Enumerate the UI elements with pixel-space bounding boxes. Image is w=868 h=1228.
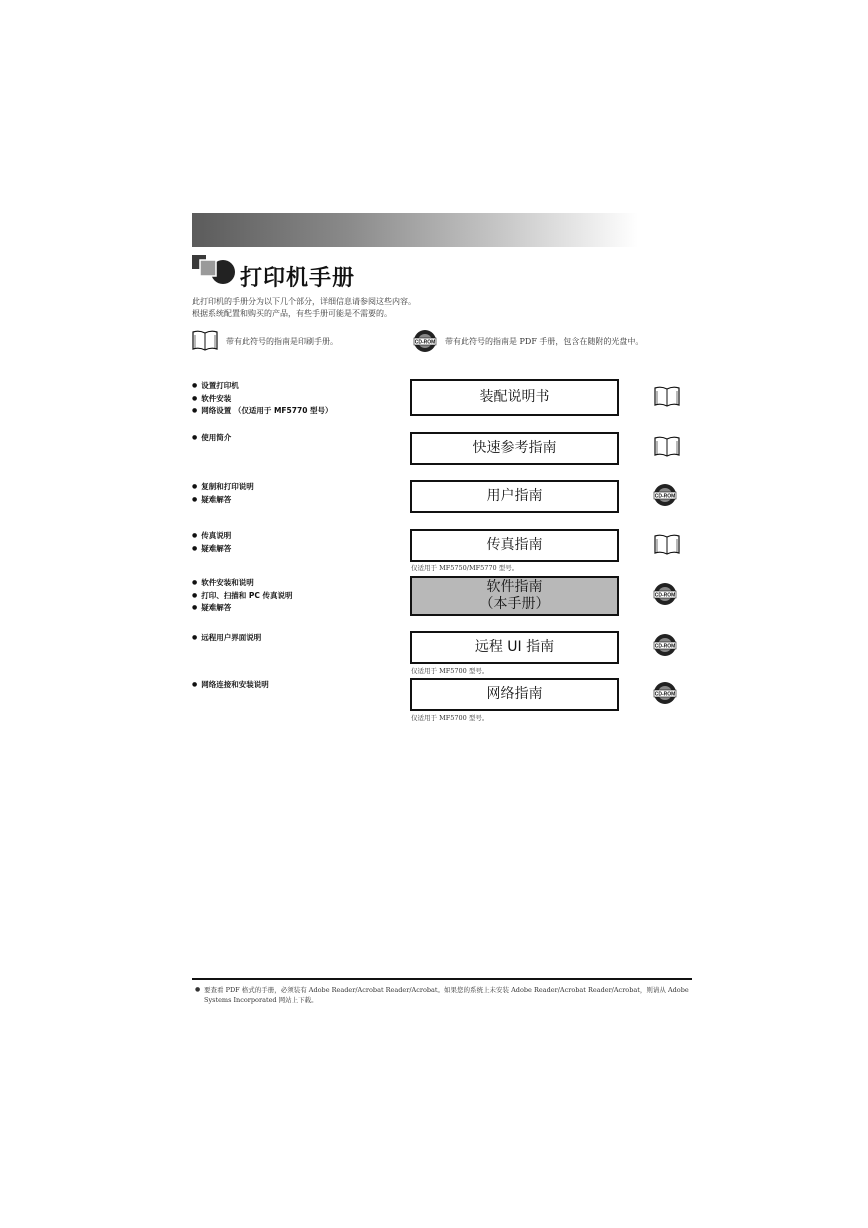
availability-note: 仅适用于 MF5700 型号。: [411, 667, 489, 675]
guide-box-user[interactable]: [410, 480, 619, 513]
guide-box-quick-reference[interactable]: [410, 432, 619, 465]
cd-rom-label: CD-ROM: [654, 691, 676, 698]
cd-rom-label: CD-ROM: [654, 643, 676, 650]
topic-list: [192, 380, 333, 418]
cd-rom-icon: [653, 582, 677, 606]
availability-note: 仅适用于 MF5750/MF5770 型号。: [411, 564, 519, 572]
guide-name: 网络指南: [486, 686, 543, 702]
footer-note: ● 要查看 PDF 格式的手册，必须装有 Adobe Reader/Acrobat Reader/Acrobat。如果您的系统上未安装 Adobe Reader/Acrobat Reader/Acrobat，则请从 Adobe Systems Incorporated 网站上下载。: [195, 985, 699, 1005]
cd-rom-icon: [413, 329, 437, 353]
book-icon: [653, 532, 681, 556]
book-icon: [191, 328, 219, 352]
topic-item: ● 疑难解答: [192, 543, 231, 556]
availability-note: 仅适用于 MF5700 型号。: [411, 714, 489, 722]
cd-rom-icon: [653, 633, 677, 657]
topic-item: ● 网络设置 （仅适用于 MF5770 型号）: [192, 405, 333, 418]
guide-box-software-current[interactable]: [410, 576, 619, 616]
topic-item: ● 复制和打印说明: [192, 481, 254, 494]
topic-list: [192, 481, 254, 506]
guide-name: 快速参考指南: [472, 440, 557, 456]
cd-rom-icon: [653, 483, 677, 507]
topic-list: [192, 577, 292, 615]
section-squares-icon: [192, 255, 242, 287]
guide-subtitle: （本手册）: [479, 596, 550, 612]
guide-name: 装配说明书: [479, 389, 550, 405]
footer-divider: [192, 978, 692, 980]
legend-book-text: 带有此符号的指南是印刷手册。: [226, 337, 338, 346]
guide-box-setup[interactable]: [410, 379, 619, 416]
topic-list: [192, 632, 261, 645]
cd-rom-label: CD-ROM: [414, 339, 436, 346]
book-icon: [653, 384, 681, 408]
topic-item: ● 打印、扫描和 PC 传真说明: [192, 590, 292, 603]
topic-item: ● 设置打印机: [192, 380, 333, 393]
topic-item: ● 软件安装: [192, 393, 333, 406]
cd-rom-label: CD-ROM: [654, 493, 676, 500]
guide-name: 用户指南: [486, 488, 543, 504]
guide-box-remote-ui[interactable]: [410, 631, 619, 664]
topic-item: ● 疑难解答: [192, 494, 254, 507]
intro-line-1: 此打印机的手册分为以下几个部分，详细信息请参阅这些内容。: [192, 297, 416, 306]
cd-rom-label: CD-ROM: [654, 592, 676, 599]
header-banner: [192, 213, 638, 247]
intro-line-2: 根据系统配置和购买的产品，有些手册可能是不需要的。: [192, 309, 392, 318]
topic-item: ● 疑难解答: [192, 602, 292, 615]
topic-list: [192, 432, 231, 445]
topic-item: ● 网络连接和安装说明: [192, 679, 269, 692]
topic-item: ● 使用简介: [192, 432, 231, 445]
topic-item: ● 传真说明: [192, 530, 231, 543]
guide-name: 传真指南: [486, 537, 543, 553]
topic-item: ● 软件安装和说明: [192, 577, 292, 590]
guide-name: 远程 UI 指南: [474, 639, 555, 655]
legend-cd-text: 带有此符号的指南是 PDF 手册，包含在随附的光盘中。: [445, 337, 644, 346]
book-icon: [653, 434, 681, 458]
intro-text: [192, 296, 416, 320]
guide-name: 软件指南: [486, 579, 543, 595]
topic-list: [192, 530, 231, 555]
guide-box-network[interactable]: [410, 678, 619, 711]
guide-box-fax[interactable]: [410, 529, 619, 562]
cd-rom-icon: [653, 681, 677, 705]
topic-list: [192, 679, 269, 692]
page-title: 打印机手册: [240, 266, 356, 291]
topic-item: ● 远程用户界面说明: [192, 632, 261, 645]
